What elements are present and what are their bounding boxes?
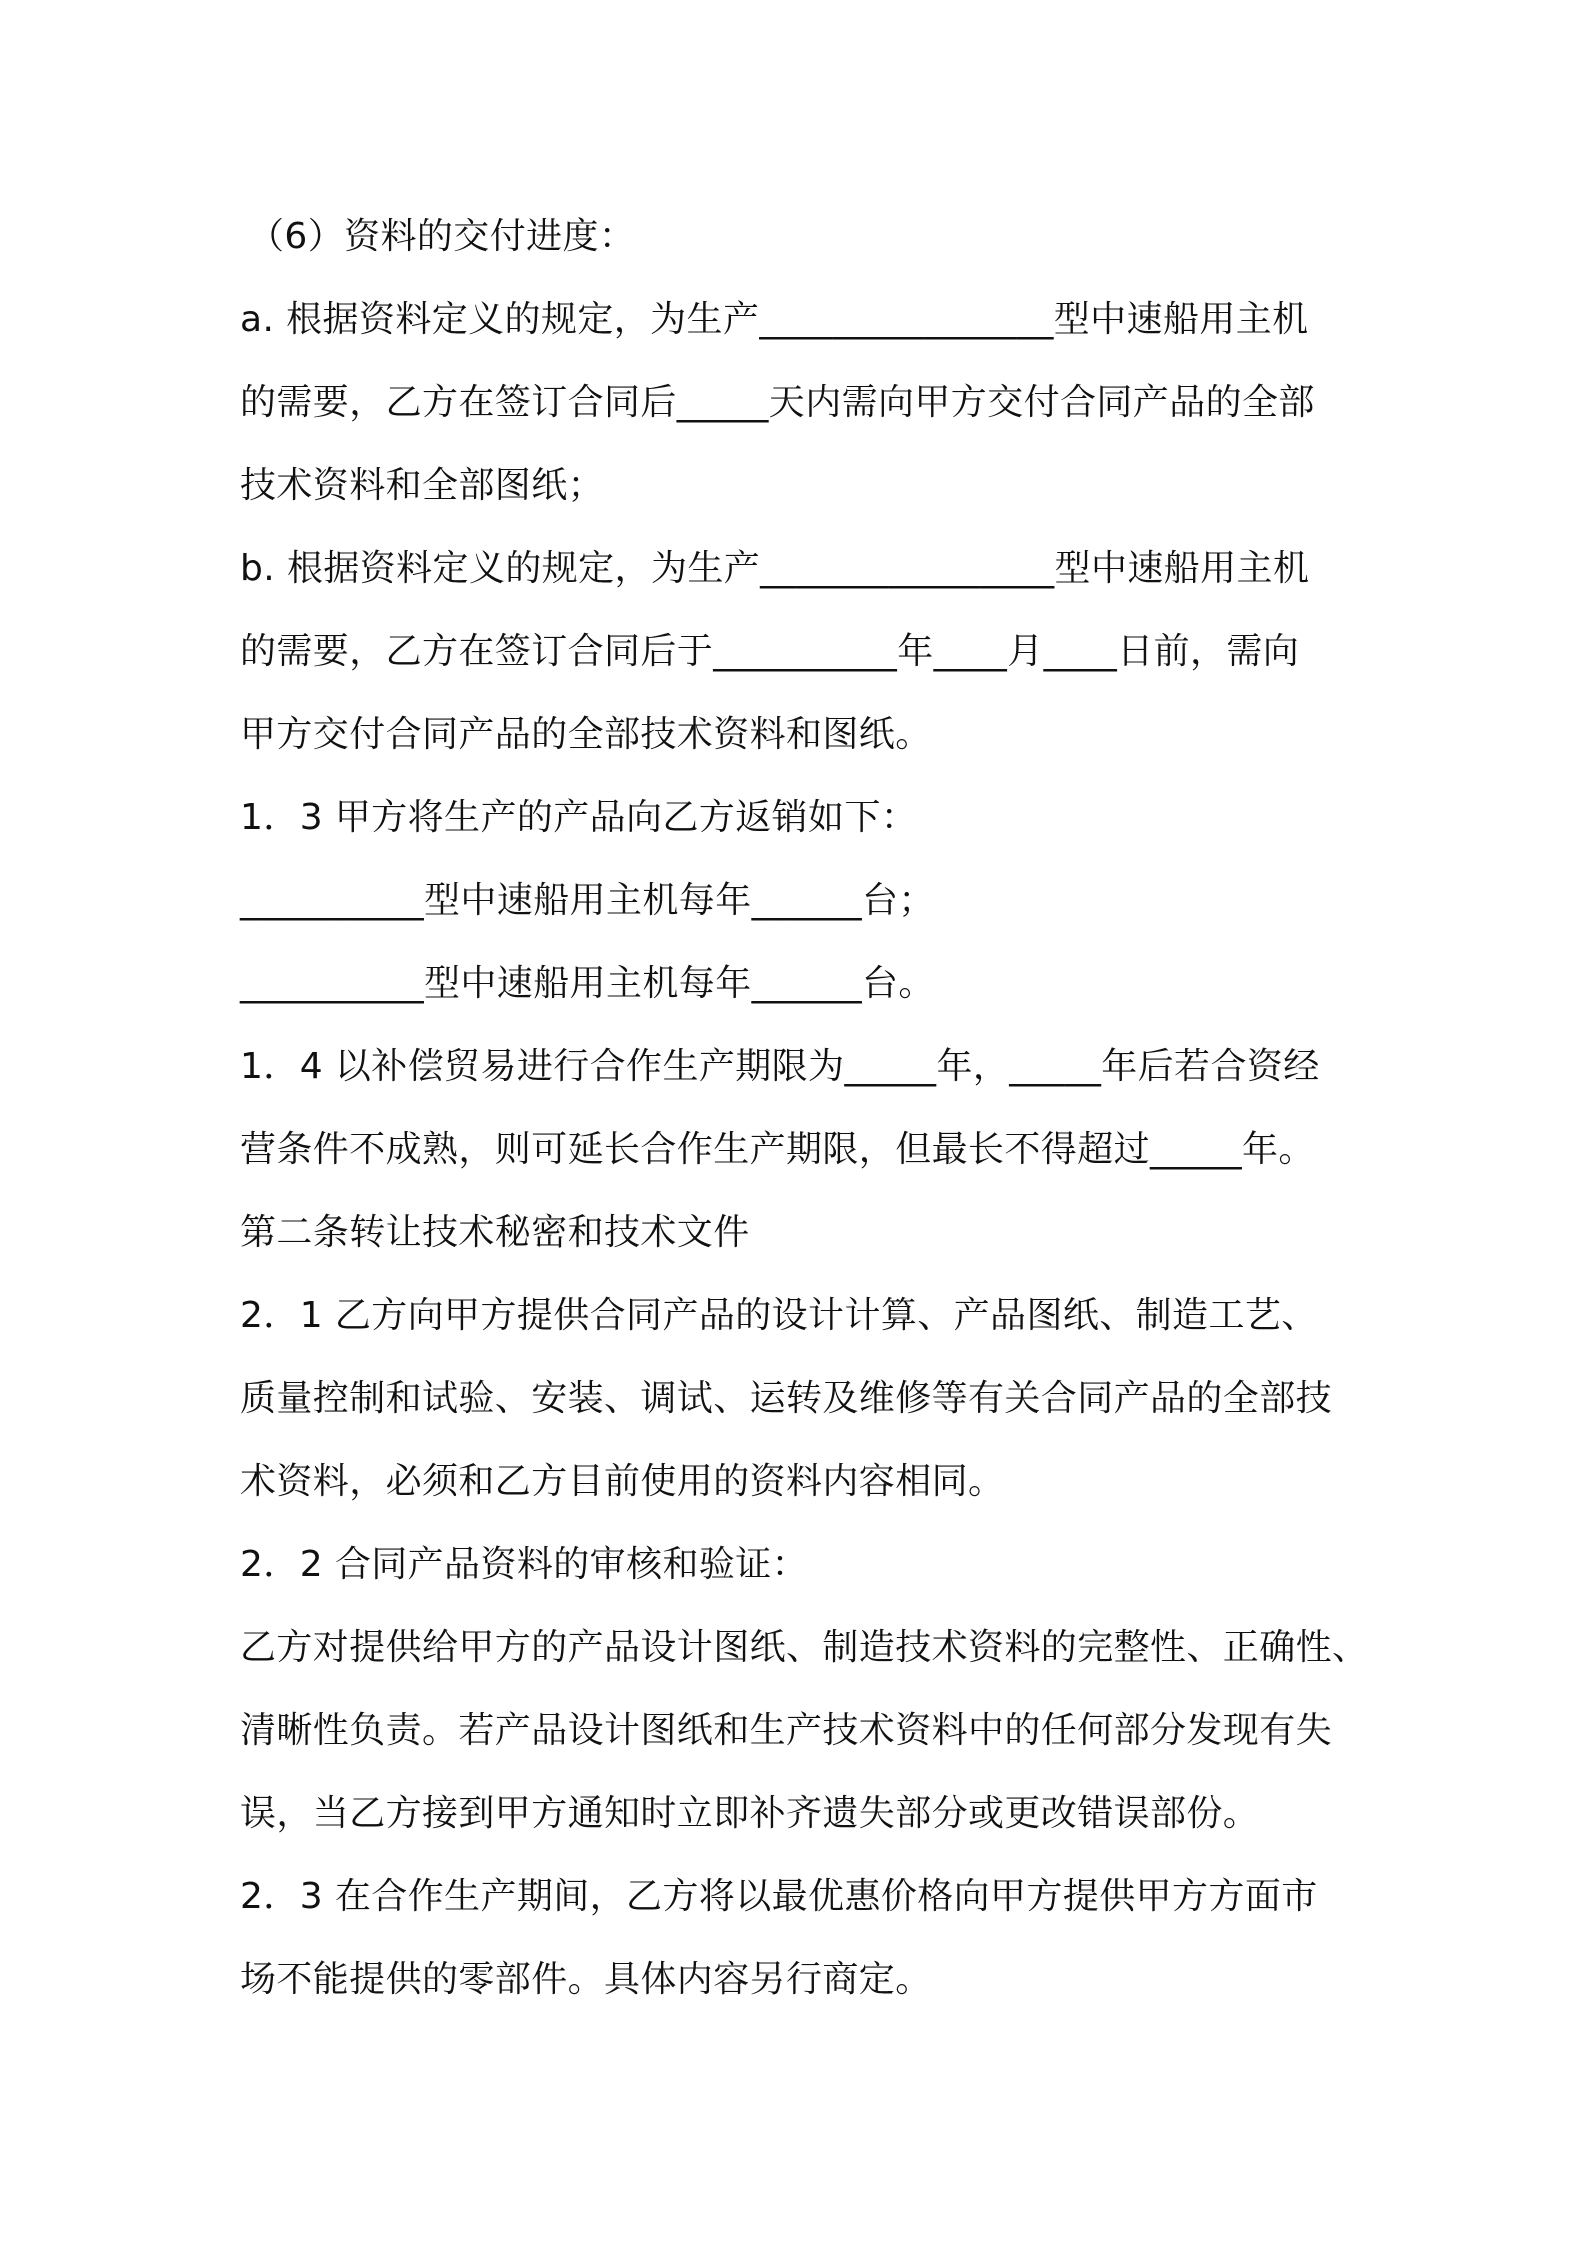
paragraph-line: 乙方对提供给甲方的产品设计图纸、制造技术资料的完整性、正确性、 — [240, 1627, 1369, 1668]
paragraph-line: 场不能提供的零部件。具体内容另行商定。 — [240, 1959, 932, 2000]
paragraph-line: 质量控制和试验、安装、调试、运转及维修等有关合同产品的全部技 — [240, 1378, 1333, 1419]
paragraph-line: a. 根据资料定义的规定，为生产________________型中速船用主机 — [240, 299, 1309, 340]
clause-2-1: 2．1 乙方向甲方提供合同产品的设计计算、产品图纸、制造工艺、 — [240, 1295, 1318, 1336]
paragraph-line: 技术资料和全部图纸； — [240, 465, 605, 506]
paragraph-line: __________型中速船用主机每年______台。 — [240, 963, 935, 1004]
clause-2-3: 2．3 在合作生产期间，乙方将以最优惠价格向甲方提供甲方方面市 — [240, 1876, 1318, 1917]
paragraph-line: 的需要，乙方在签订合同后于__________年____月____日前，需向 — [240, 631, 1300, 672]
paragraph-line: 营条件不成熟，则可延长合作生产期限，但最长不得超过_____年。 — [240, 1129, 1315, 1170]
paragraph-line: 术资料，必须和乙方目前使用的资料内容相同。 — [240, 1461, 1005, 1502]
document-body — [240, 195, 1369, 2021]
clause-2-2: 2．2 合同产品资料的审核和验证： — [240, 1544, 809, 1585]
paragraph-line: 甲方交付合同产品的全部技术资料和图纸。 — [240, 714, 932, 755]
paragraph-line: b. 根据资料定义的规定，为生产________________型中速船用主机 — [240, 548, 1310, 589]
clause-1-4: 1．4 以补偿贸易进行合作生产期限为_____年，_____年后若合资经 — [240, 1046, 1320, 1087]
article-2-heading: 第二条转让技术秘密和技术文件 — [240, 1212, 750, 1253]
clause-1-3: 1．3 甲方将生产的产品向乙方返销如下： — [240, 797, 918, 838]
section-heading-delivery-schedule: （6）资料的交付进度： — [248, 216, 636, 257]
paragraph-line: 误，当乙方接到甲方通知时立即补齐遗失部分或更改错误部份。 — [240, 1793, 1260, 1834]
paragraph-line: __________型中速船用主机每年______台； — [240, 880, 935, 921]
paragraph-line: 清晰性负责。若产品设计图纸和生产技术资料中的任何部分发现有失 — [240, 1710, 1333, 1751]
paragraph-line: 的需要，乙方在签订合同后_____天内需向甲方交付合同产品的全部 — [240, 382, 1315, 423]
